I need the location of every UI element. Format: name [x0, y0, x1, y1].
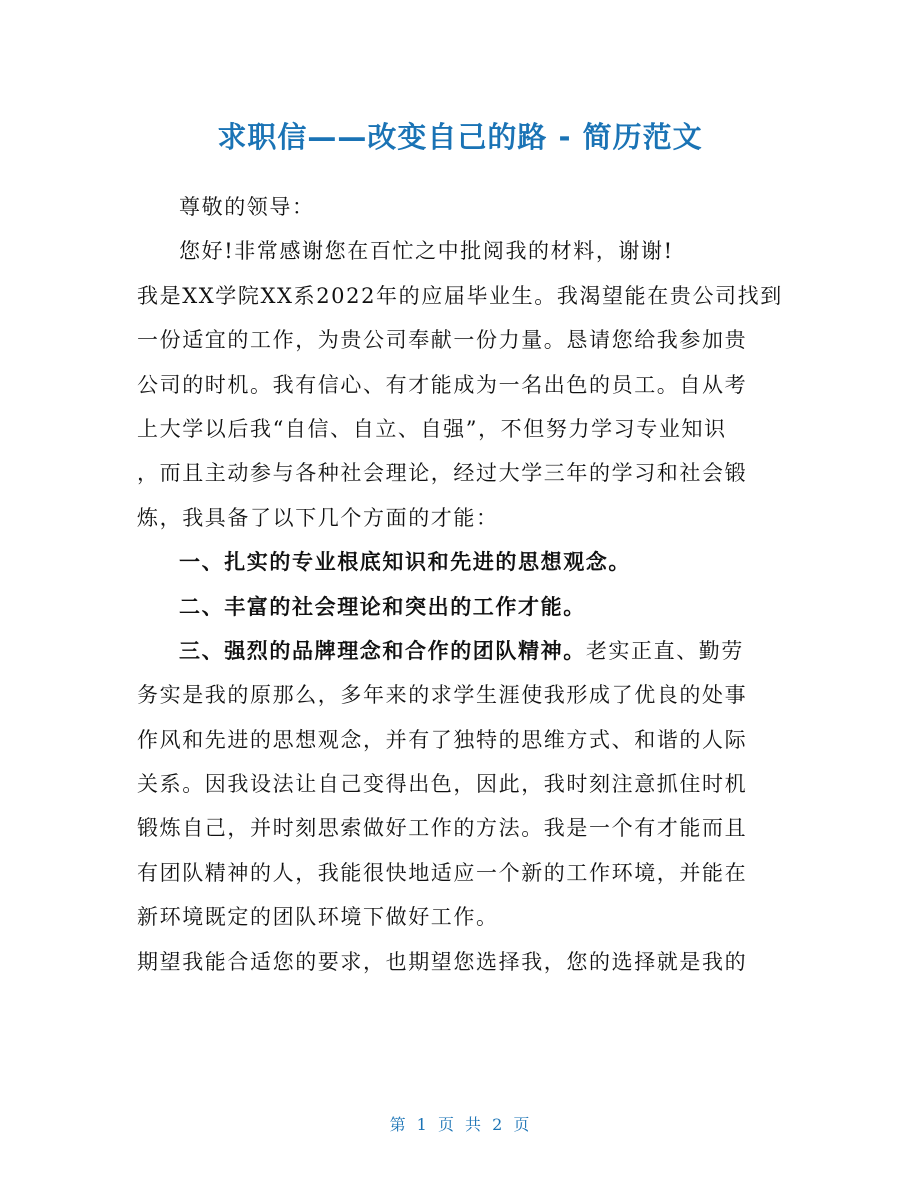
paragraph-line: 公司的时机。我有信心、有才能成为一名出色的员工。自从考 — [137, 372, 748, 397]
salutation-line: 尊敬的领导： — [179, 195, 315, 219]
paragraph-line: 上大学以后我“自信、自立、自强”，不但努力学习专业知识 — [137, 416, 727, 441]
ability-heading-3: 三、强烈的品牌理念和合作的团队精神。 — [179, 637, 586, 663]
paragraph-line: 一份适宜的工作，为贵公司奉献一份力量。恳请您给我参加贵 — [137, 328, 748, 353]
paragraph-line: 关系。因我设法让自己变得出色，因此，我时刻注意抓住时机 — [137, 772, 748, 797]
greeting-line: 您好!非常感谢您在百忙之中批阅我的材料，谢谢! — [179, 239, 674, 264]
paragraph-line: 务实是我的原那么，多年来的求学生涯使我形成了优良的处事 — [137, 683, 748, 708]
ability-text-3: 老实正直、勤劳 — [585, 638, 745, 663]
paragraph-line: 炼，我具备了以下几个方面的才能： — [137, 505, 499, 530]
paragraph-line: ，而且主动参与各种社会理论，经过大学三年的学习和社会锻 — [137, 461, 748, 486]
ability-heading-1: 一、扎实的专业根底知识和先进的思想观念。 — [179, 549, 631, 575]
document-body — [137, 185, 787, 984]
paragraph-line: 有团队精神的人，我能很快地适应一个新的工作环境，并能在 — [137, 860, 748, 885]
ability-line-3 — [137, 629, 787, 673]
document-title: 求职信——改变自己的路 - 简历范文 — [217, 120, 703, 154]
paragraph-line: 锻炼自己，并时刻思索做好工作的方法。我是一个有才能而且 — [137, 816, 748, 841]
paragraph-line: 我是XX学院XX系2022年的应届毕业生。我渴望能在贵公司找到 — [137, 283, 783, 308]
paragraph-line: 新环境既定的团队环境下做好工作。 — [137, 905, 499, 930]
page-number-footer: 第 1 页 共 2 页 — [389, 1115, 531, 1134]
ability-heading-2: 二、丰富的社会理论和突出的工作才能。 — [179, 593, 586, 619]
paragraph-line: 作风和先进的思想观念，并有了独特的思维方式、和谐的人际 — [137, 727, 748, 752]
closing-line: 期望我能合适您的要求，也期望您选择我，您的选择就是我的 — [137, 949, 748, 974]
